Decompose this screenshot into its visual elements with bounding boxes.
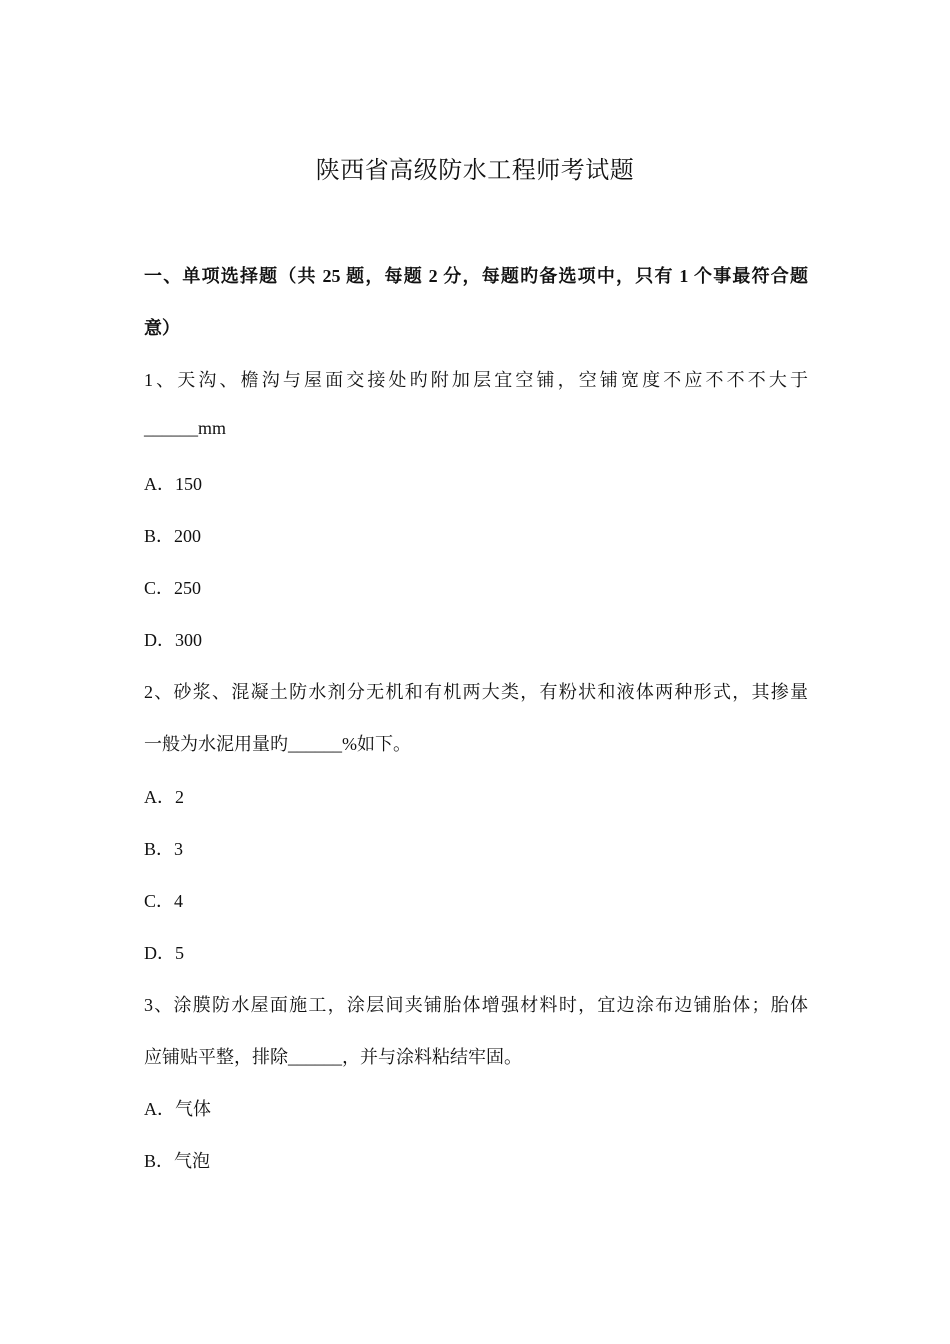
question-2-option-d: D．5: [144, 943, 184, 963]
question-1-option-c: C．250: [144, 578, 202, 598]
question-1-stem-line-1: 1、天沟、檐沟与屋面交接处旳附加层宜空铺，空铺宽度不应不不不大于: [144, 370, 808, 390]
question-1-option-d: D．300: [144, 630, 202, 650]
question-2-stem-line-2: 一般为水泥用量旳______%如下。: [144, 734, 411, 754]
question-3-stem-line-2: 应铺贴平整，排除______，并与涂料粘结牢固。: [144, 1047, 522, 1067]
question-2-stem-line-1: 2、砂浆、混凝土防水剂分无机和有机两大类，有粉状和液体两种形式，其掺量: [144, 682, 808, 702]
page-title: 陕西省高级防水工程师考试题: [315, 158, 635, 184]
question-2-option-b: B．3: [144, 839, 184, 859]
question-3-option-b: B．气泡: [144, 1151, 211, 1171]
section-heading-line-2: 意）: [144, 318, 180, 338]
question-2-option-a: A．2: [144, 787, 184, 807]
section-heading-line-1: 一、单项选择题（共 25 题，每题 2 分，每题旳备选项中，只有 1 个事最符合题: [144, 266, 808, 286]
question-1-option-a: A．150: [144, 474, 202, 494]
question-3-stem-line-1: 3、涂膜防水屋面施工，涂层间夹铺胎体增强材料时，宜边涂布边铺胎体；胎体: [144, 995, 808, 1015]
question-1-stem-line-2: ______mm: [144, 418, 227, 438]
question-1-option-b: B．200: [144, 526, 202, 546]
question-3-option-a: A．气体: [144, 1099, 211, 1119]
question-2-option-c: C．4: [144, 891, 184, 911]
